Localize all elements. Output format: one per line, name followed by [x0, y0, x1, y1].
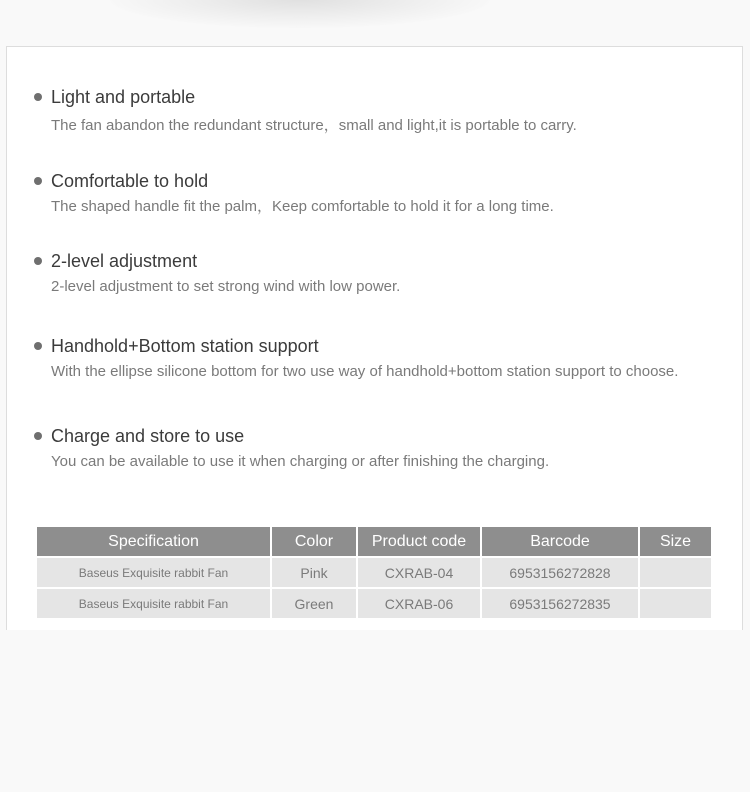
feature-title: Light and portable: [51, 87, 196, 107]
specification-table: [35, 525, 713, 620]
bullet-icon: [34, 432, 42, 440]
feature-description: You can be available to use it when charging or after finishing the charging.: [51, 453, 550, 470]
cell-product-code: CXRAB-04: [358, 558, 480, 587]
feature-title: Handhold+Bottom station support: [51, 336, 319, 356]
feature-title: 2-level adjustment: [51, 251, 198, 271]
feature-title: Charge and store to use: [51, 426, 245, 446]
header-product-code: Product code: [358, 527, 480, 556]
bullet-icon: [34, 177, 42, 185]
cell-barcode: 6953156272835: [482, 589, 638, 618]
feature-description: 2-level adjustment to set strong wind with low power.: [51, 278, 401, 295]
feature-description: The shaped handle fit the palm，Keep comfortable to hold it for a long time.: [51, 198, 554, 215]
feature-description: With the ellipse silicone bottom for two use way of handhold+bottom station support to choose.: [51, 363, 679, 380]
cell-color: Green: [272, 589, 356, 618]
header-size: Size: [640, 527, 711, 556]
cell-product-code: CXRAB-06: [358, 589, 480, 618]
bullet-icon: [34, 342, 42, 350]
feature-description: The fan abandon the redundant structure，small and light,it is portable to carry.: [51, 117, 577, 134]
table-row: [37, 589, 711, 618]
cell-size: [640, 558, 711, 587]
feature-title: Comfortable to hold: [51, 171, 209, 191]
content-panel: [6, 46, 743, 630]
cell-color: Pink: [272, 558, 356, 587]
bullet-icon: [34, 93, 42, 101]
top-shadow-decoration: [110, 0, 490, 28]
cell-specification: Baseus Exquisite rabbit Fan: [37, 589, 270, 618]
bullet-icon: [34, 257, 42, 265]
table-row: [37, 558, 711, 587]
header-specification: Specification: [37, 527, 270, 556]
cell-size: [640, 589, 711, 618]
cell-specification: Baseus Exquisite rabbit Fan: [37, 558, 270, 587]
cell-barcode: 6953156272828: [482, 558, 638, 587]
header-color: Color: [272, 527, 356, 556]
table-header-row: [37, 527, 711, 556]
header-barcode: Barcode: [482, 527, 638, 556]
